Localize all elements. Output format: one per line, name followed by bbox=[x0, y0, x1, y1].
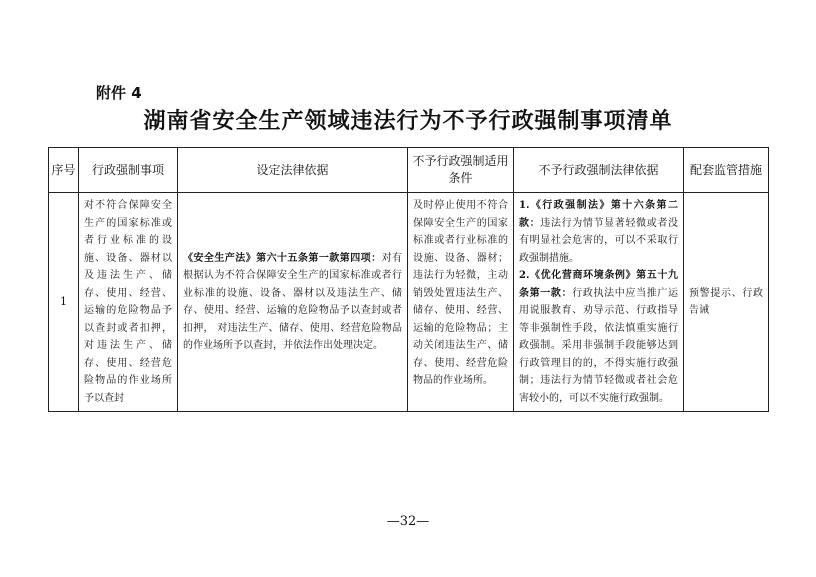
table-header-row bbox=[49, 148, 769, 193]
page-number: —32— bbox=[386, 514, 430, 529]
column-header-basis: 设定法律依据 bbox=[178, 148, 408, 193]
column-header-law: 不予行政强制法律依据 bbox=[514, 148, 684, 193]
regulation-table bbox=[48, 147, 769, 412]
cell-item: 对不符合保障安全生产的国家标准或者行业标准的设施、设备、器材以及违法生产、储存、使用、经营、运输的危险物品予以查封或者扣押，对违法生产、储存、使用、经营危险物品的作业场所予以查封 bbox=[79, 193, 178, 412]
column-header-seq: 序号 bbox=[49, 148, 79, 193]
table-row bbox=[49, 193, 769, 412]
basis-title: 《安全生产法》第六十五条第一款第四项： bbox=[183, 252, 382, 264]
cell-condition: 及时停止使用不符合保障安全生产的国家标准或者行业标准的设施、设备、器材；违法行为轻微，主动销毁处置违法生产、储存、使用、经营、运输的危险物品；主动关闭违法生产、储存、使用、经营危险物品的作业场所。 bbox=[408, 193, 514, 412]
cell-law bbox=[514, 193, 684, 412]
law2-text: 行政执法中应当推广运用说服教育、劝导示范、行政指导等非强制性手段，依法慎重实施行政强制。采用非强制手段能够达到行政管理目的的，不得实施行政强制；违法行为情节轻微或者社会危害较小的，可以不实施行政强制。 bbox=[519, 287, 679, 404]
attachment-label: 附件 4 bbox=[96, 84, 142, 102]
cell-seq: 1 bbox=[49, 193, 79, 412]
law1-title: 1.《行政强制法》第十六条第二款： bbox=[519, 200, 678, 229]
basis-text: 对有根据认为不符合保障安全生产的国家标准或者行业标准的设施、设备、器材以及违法生产、储存、使用、经营、运输的危险物品予以查封或者扣押， 对违法生产、储存、使用、经营危险物品的作业场所予以查封，并依法作出处理决定。 bbox=[183, 252, 403, 351]
column-header-item: 行政强制事项 bbox=[79, 148, 178, 193]
law2-title: 2.《优化营商环境条例》第五十九条第一款： bbox=[519, 270, 678, 299]
page-title: 湖南省安全生产领域违法行为不予行政强制事项清单 bbox=[143, 108, 673, 134]
law1-text: 违法行为情节显著轻微或者没有明显社会危害的，可以不采取行政强制措施。 bbox=[519, 217, 679, 264]
cell-basis bbox=[178, 193, 408, 412]
column-header-condition: 不予行政强制适用条件 bbox=[408, 148, 514, 193]
cell-measures: 预警提示、行政告诫 bbox=[684, 193, 769, 412]
column-header-measures: 配套监管措施 bbox=[684, 148, 769, 193]
